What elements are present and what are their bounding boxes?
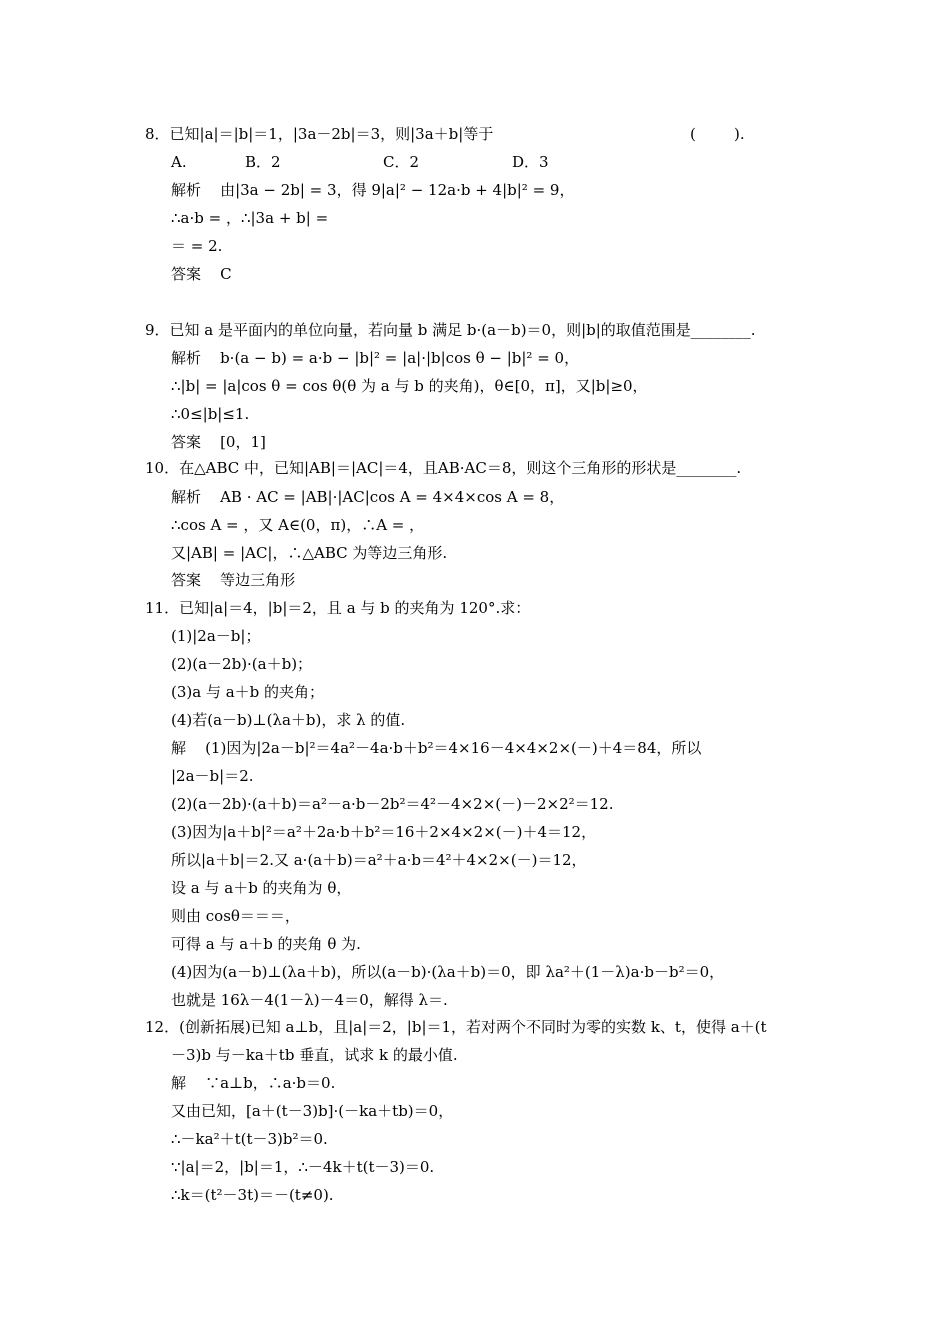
q8-paren: ( ). [690,125,745,143]
q8-answer: 答案 C [171,265,232,283]
q11-part: (4)若(a－b)⊥(λa＋b)，求 λ 的值. [171,711,406,729]
q12-solution-line: ∵|a|＝2，|b|＝1，∴－4k＋t(t－3)＝0. [171,1158,435,1176]
q10-analysis-line: ∴cos A = ，又 A∈(0，π)，∴A = ， [171,516,425,534]
q11-solution-line: 可得 a 与 a＋b 的夹角 θ 为. [171,935,361,953]
q9-answer: 答案 [0，1] [171,433,266,451]
q11-solution-line: |2a－b|＝2. [171,767,254,785]
q12-stem-continued: －3)b 与－ka＋tb 垂直，试求 k 的最小值. [171,1046,458,1064]
q11-solution-line: 则由 cosθ＝＝＝， [171,907,300,925]
q12-solution-line: 又由已知，[a＋(t－3)b]·(－ka＋tb)＝0， [171,1102,454,1120]
q11-solution-line: 也就是 16λ－4(1－λ)－4＝0，解得 λ＝. [171,991,448,1009]
q11-solution-line: (3)因为|a＋b|²＝a²＋2a·b＋b²＝16＋2×4×2×(－)＋4＝12， [171,823,597,841]
q10-analysis-line: 又|AB| = |AC|，∴△ABC 为等边三角形. [171,544,448,562]
q8-option-d: D．3 [512,153,549,171]
q8-option-b: B．2 [245,153,281,171]
q11-solution-line: 设 a 与 a＋b 的夹角为 θ， [171,879,352,897]
q8-analysis-line: ＝ = 2. [171,237,223,255]
q12-solution-line: ∴k＝(t²－3t)＝－(t≠0). [171,1186,334,1204]
q11-part: (1)|2a－b|； [171,627,261,645]
q11-part: (2)(a－2b)·(a＋b)； [171,655,313,673]
q11-solution-line: (2)(a－2b)·(a＋b)＝a²－a·b－2b²＝4²－4×2×(－)－2×2²＝12. [171,795,614,813]
q12-solution-line: ∴－ka²＋t(t－3)b²＝0. [171,1130,328,1148]
q11-solution-line: 解 (1)因为|2a－b|²＝4a²－4a·b＋b²＝4×16－4×4×2×(－)＋4＝84，所以 [171,739,702,757]
q10-answer: 答案 等边三角形 [171,571,296,589]
q8-analysis-line: 解析 由|3a − 2b| = 3，得 9|a|² − 12a·b + 4|b|² = 9， [171,181,575,199]
q8-stem: 8．已知|a|＝|b|＝1，|3a－2b|＝3，则|3a＋b|等于 [145,125,494,143]
q9-analysis-line: ∴0≤|b|≤1. [171,405,250,423]
q8-option-a: A. [171,153,187,171]
q8-analysis-line: ∴a·b = ，∴|3a + b| = [171,209,329,227]
q9-analysis-line: 解析 b·(a − b) = a·b − |b|² = |a|·|b|cos θ − |b|² = 0， [171,349,580,367]
q11-solution-line: 所以|a＋b|＝2.又 a·(a＋b)＝a²＋a·b＝4²＋4×2×(－)＝12， [171,851,587,869]
q12-stem: 12．(创新拓展)已知 a⊥b，且|a|＝2，|b|＝1，若对两个不同时为零的实数 k、t，使得 a＋(t [145,1018,767,1036]
q11-solution-line: (4)因为(a－b)⊥(λa＋b)，所以(a－b)·(λa＋b)＝0，即 λa²＋(1－λ)a·b－b²＝0， [171,963,725,981]
q9-analysis-line: ∴|b| = |a|cos θ = cos θ(θ 为 a 与 b 的夹角)，θ∈[0，π]，又|b|≥0， [171,377,648,395]
q9-stem: 9．已知 a 是平面内的单位向量，若向量 b 满足 b·(a－b)＝0，则|b|的取值范围是________. [145,321,756,339]
q11-part: (3)a 与 a＋b 的夹角； [171,683,325,701]
q8-option-c: C．2 [383,153,420,171]
q10-stem: 10．在△ABC 中，已知|AB|＝|AC|＝4，且AB·AC＝8，则这个三角形的形状是________. [145,459,742,477]
q11-stem: 11．已知|a|＝4，|b|＝2，且 a 与 b 的夹角为 120°.求： [145,599,531,617]
q12-solution-line: 解 ∵a⊥b，∴a·b＝0. [171,1074,336,1092]
q10-analysis-line: 解析 AB · AC = |AB|·|AC|cos A = 4×4×cos A = 8， [171,488,565,506]
